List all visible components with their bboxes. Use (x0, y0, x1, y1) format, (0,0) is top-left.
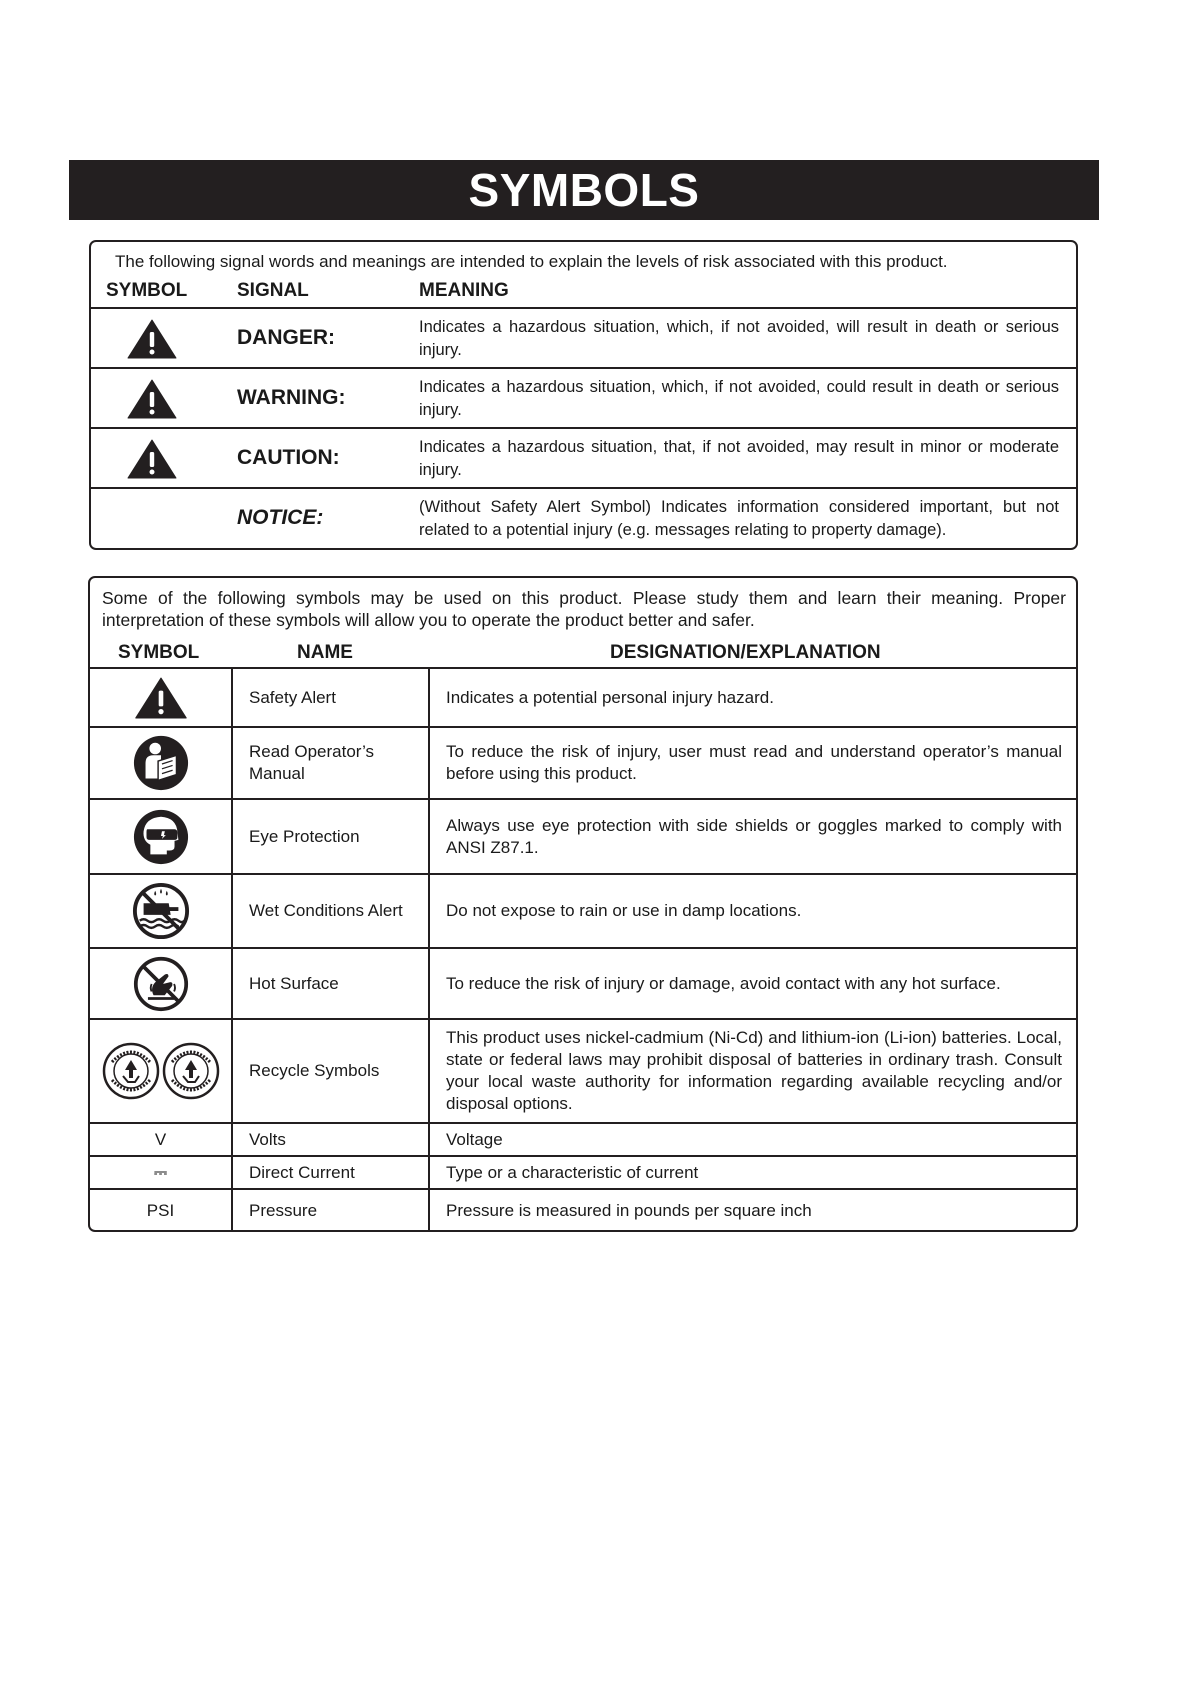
symbol-text: PSI (146, 1200, 175, 1220)
signal-meaning: Indicates a hazardous situation, that, if not avoided, may result in minor or moderate injury. (419, 438, 1059, 479)
signal-row-caution (91, 427, 1076, 487)
signal-row-notice (91, 487, 1076, 547)
table-row-direct-current (90, 1155, 1076, 1188)
table-row-pressure (90, 1188, 1076, 1231)
signal-row-danger (91, 307, 1076, 367)
read-manual-icon (132, 734, 190, 792)
symbol-explanation: Always use eye protection with side shields or goggles marked to comply with ANSI Z87.1. (446, 815, 1062, 857)
symbol-name: Pressure (249, 1200, 318, 1220)
symbol-name: Hot Surface (249, 973, 339, 993)
symbols-header-name: NAME (297, 642, 353, 663)
symbol-name: Wet Conditions Alert (249, 901, 403, 920)
signal-word: NOTICE: (237, 506, 324, 529)
safety-alert-icon (134, 677, 188, 719)
symbol-name: Safety Alert (249, 687, 336, 707)
symbol-text: V (154, 1129, 167, 1149)
eye-protection-icon (132, 808, 190, 866)
symbols-intro: Some of the following symbols may be used on this product. Please study them and learn their meaning. Proper interpretation of these symbols will allow you to operate the product better and safer. (102, 588, 1066, 630)
symbol-explanation: Type or a characteristic of current (446, 1162, 699, 1182)
table-row-read-manual (90, 726, 1076, 798)
signal-header-symbol: SYMBOL (106, 280, 188, 301)
symbol-explanation: To reduce the risk of injury, user must read and understand operator’s manual before using this product. (446, 742, 1062, 783)
table-row-safety-alert (90, 667, 1076, 726)
recycle-symbols-icon (102, 1042, 220, 1100)
table-row-wet-conditions (90, 873, 1076, 947)
signal-words-panel (89, 240, 1078, 550)
symbols-header-explanation: DESIGNATION/EXPLANATION (610, 642, 881, 663)
signal-word: WARNING: (237, 386, 346, 409)
hot-surface-icon (133, 956, 189, 1012)
warning-triangle-icon (127, 319, 177, 359)
table-row-volts (90, 1122, 1076, 1155)
symbol-name: Read Operator’s Manual (249, 742, 375, 783)
symbol-explanation: Pressure is measured in pounds per square inch (446, 1200, 812, 1220)
symbol-explanation: Do not expose to rain or use in damp locations. (446, 901, 802, 920)
symbol-explanation: This product uses nickel-cadmium (Ni-Cd) and lithium-ion (Li-ion) batteries. Local, state or federal laws may prohibit disposal of batteries in ordinary trash. Consult your local waste authority for information regarding available recycling and/or disposal options. (446, 1028, 1062, 1113)
warning-triangle-icon (127, 439, 177, 479)
signal-word: CAUTION: (237, 446, 340, 469)
symbol-name: Recycle Symbols (249, 1061, 380, 1080)
symbol-explanation: To reduce the risk of injury or damage, avoid contact with any hot surface. (446, 973, 1001, 993)
warning-triangle-icon (127, 379, 177, 419)
symbols-header-symbol: SYMBOL (118, 642, 200, 663)
signal-header-meaning: MEANING (419, 280, 509, 301)
symbol-name: Direct Current (249, 1162, 355, 1182)
symbol-explanation: Indicates a potential personal injury hazard. (446, 687, 774, 707)
symbol-name: Eye Protection (249, 826, 360, 846)
page-title: SYMBOLS (69, 160, 1099, 220)
symbols-panel (88, 576, 1078, 1232)
symbol-explanation: Voltage (446, 1129, 503, 1149)
signal-meaning: (Without Safety Alert Symbol) Indicates information considered important, but not related to a potential injury (e.g. messages relating to property damage). (419, 498, 1059, 539)
table-row-hot-surface (90, 947, 1076, 1018)
signal-header-signal: SIGNAL (237, 280, 309, 301)
wet-conditions-icon (132, 882, 190, 940)
signal-word: DANGER: (237, 326, 335, 349)
signal-intro: The following signal words and meanings are intended to explain the levels of risk associated with this product. (115, 252, 948, 271)
table-row-recycle (90, 1018, 1076, 1122)
table-row-eye-protection (90, 798, 1076, 873)
signal-meaning: Indicates a hazardous situation, which, if not avoided, will result in death or serious injury. (419, 318, 1059, 359)
signal-meaning: Indicates a hazardous situation, which, if not avoided, could result in death or serious injury. (419, 378, 1059, 419)
direct-current-icon: ⎓ (153, 1162, 168, 1183)
signal-row-warning (91, 367, 1076, 427)
symbol-name: Volts (249, 1129, 286, 1149)
